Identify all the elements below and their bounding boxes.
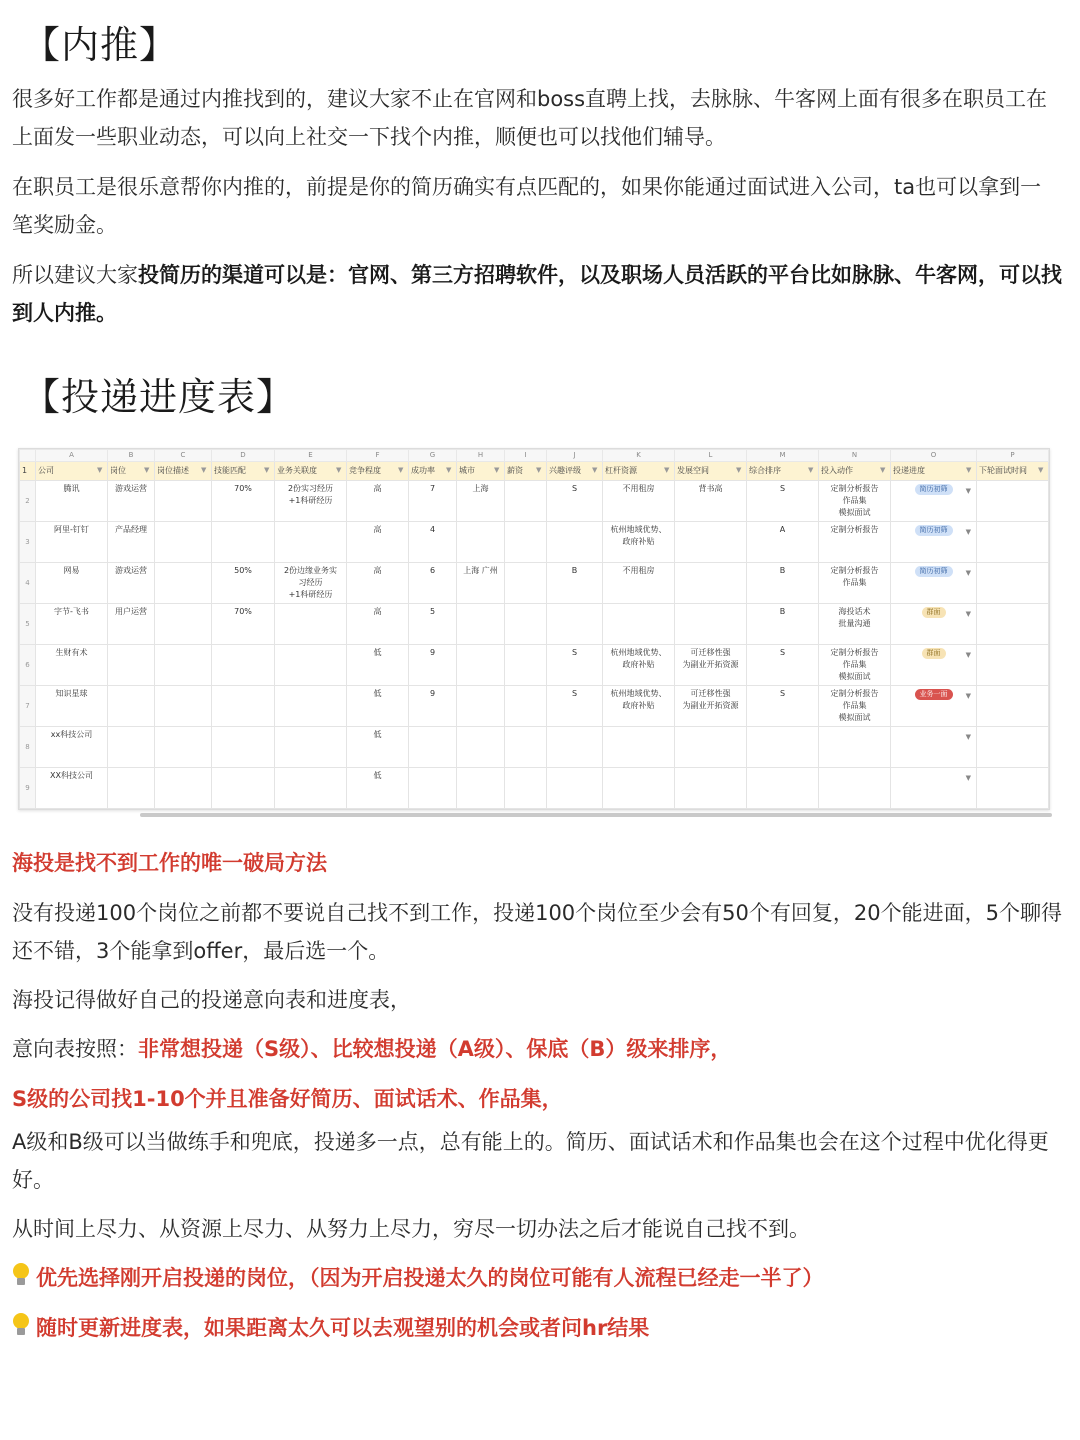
table-cell[interactable]: [155, 645, 212, 686]
table-cell[interactable]: [819, 768, 891, 809]
column-letter[interactable]: D: [212, 450, 275, 462]
table-cell[interactable]: [819, 727, 891, 768]
column-header-label: 发展空间: [677, 466, 709, 475]
table-cell[interactable]: [977, 727, 1049, 768]
table-cell[interactable]: 知识星球: [36, 686, 108, 727]
table-cell[interactable]: [505, 768, 547, 809]
tip-2-text: 随时更新进度表，如果距离太久可以去观望别的机会或者问hr结果: [36, 1316, 650, 1340]
table-cell[interactable]: 低: [347, 686, 409, 727]
column-letter[interactable]: C: [155, 450, 212, 462]
status-badge: 业务一面: [915, 689, 953, 700]
table-cell[interactable]: 背书高: [675, 481, 747, 522]
table-cell[interactable]: 定制分析报告 作品集 模拟面试: [819, 686, 891, 727]
table-cell[interactable]: 2份边缘业务实 习经历 +1科研经历: [275, 563, 347, 604]
column-letter[interactable]: M: [747, 450, 819, 462]
table-cell[interactable]: [747, 768, 819, 809]
status-cell[interactable]: [891, 563, 977, 604]
channels-bold-text: 投简历的渠道可以是：官网、第三方招聘软件，以及职场人员活跃的平台比如脉脉、牛客网，可以找到人内推。: [12, 263, 1062, 325]
table-cell[interactable]: 不用租房: [603, 481, 675, 522]
tip-1-text: 优先选择刚开启投递的岗位，（因为开启投递太久的岗位可能有人流程已经走一半了）: [36, 1266, 824, 1290]
column-header[interactable]: [155, 462, 212, 481]
column-header-label: 竞争程度: [349, 466, 381, 475]
table-cell[interactable]: [212, 522, 275, 563]
table-cell[interactable]: [457, 686, 505, 727]
column-header-label: 岗位: [110, 466, 126, 475]
row-number: 9: [20, 768, 36, 809]
table-cell[interactable]: 海投话术 批量沟通: [819, 604, 891, 645]
table-cell[interactable]: [977, 645, 1049, 686]
table-cell[interactable]: [212, 768, 275, 809]
table-cell[interactable]: 生财有术: [36, 645, 108, 686]
column-letter[interactable]: A: [36, 450, 108, 462]
status-badge: 群面: [922, 607, 946, 618]
table-cell[interactable]: 定制分析报告: [819, 522, 891, 563]
status-badge: 群面: [922, 648, 946, 659]
table-cell[interactable]: [547, 727, 603, 768]
column-header-label: 岗位描述: [157, 466, 189, 475]
filter-icon[interactable]: ▼: [446, 466, 452, 474]
column-letter[interactable]: L: [675, 450, 747, 462]
table-cell[interactable]: 定制分析报告 作品集 模拟面试: [819, 481, 891, 522]
table-cell[interactable]: 4: [409, 522, 457, 563]
table-cell[interactable]: [547, 768, 603, 809]
table-cell[interactable]: [155, 686, 212, 727]
intent-prefix: 意向表按照：: [12, 1037, 138, 1061]
table-cell[interactable]: [108, 768, 155, 809]
table-cell[interactable]: [155, 768, 212, 809]
table-cell[interactable]: [409, 727, 457, 768]
column-letter[interactable]: J: [547, 450, 603, 462]
table-row: [20, 727, 1049, 768]
table-cell[interactable]: B: [747, 604, 819, 645]
table-cell[interactable]: S: [747, 686, 819, 727]
table-cell[interactable]: 高: [347, 604, 409, 645]
table-cell[interactable]: 可迁移性强 为副业开拓资源: [675, 645, 747, 686]
filter-icon[interactable]: ▼: [592, 466, 598, 474]
column-header[interactable]: [891, 462, 977, 481]
column-header-label: 业务关联度: [277, 466, 317, 475]
chevron-down-icon[interactable]: ▼: [965, 569, 971, 577]
column-header[interactable]: [675, 462, 747, 481]
filter-icon[interactable]: ▼: [398, 466, 404, 474]
table-cell[interactable]: S: [547, 481, 603, 522]
table-cell[interactable]: [505, 604, 547, 645]
table-cell[interactable]: S: [747, 481, 819, 522]
table-row: [20, 563, 1049, 604]
filter-icon[interactable]: ▼: [808, 466, 814, 474]
table-cell[interactable]: 高: [347, 522, 409, 563]
table-cell[interactable]: 70%: [212, 604, 275, 645]
table-cell[interactable]: [275, 645, 347, 686]
table-cell[interactable]: 高: [347, 481, 409, 522]
column-header-label: 薪资: [507, 466, 523, 475]
table-cell[interactable]: 低: [347, 645, 409, 686]
table-cell[interactable]: 杭州地域优势、 政府补贴: [603, 522, 675, 563]
table-cell[interactable]: 定制分析报告 作品集 模拟面试: [819, 645, 891, 686]
row-number: 6: [20, 645, 36, 686]
column-header-label: 杠杆资源: [605, 466, 637, 475]
paragraph-referral-intro: 很多好工作都是通过内推找到的，建议大家不止在官网和boss直聘上找，去脉脉、牛客网上面有很多在职员工在上面发一些职业动态，可以向上社交一下找个内推，顺便也可以找他们辅导。: [12, 87, 1048, 149]
status-badge: 简历初筛: [915, 525, 953, 536]
column-letter[interactable]: H: [457, 450, 505, 462]
row-number: 7: [20, 686, 36, 727]
paragraph-s-level: S级的公司找1-10个并且准备好简历、面试话术、作品集，: [12, 1087, 563, 1111]
filter-icon[interactable]: ▼: [1038, 466, 1044, 474]
table-cell[interactable]: [409, 768, 457, 809]
table-cell[interactable]: 上海: [457, 481, 505, 522]
table-cell[interactable]: [977, 563, 1049, 604]
table-cell[interactable]: 上海 广州: [457, 563, 505, 604]
table-cell[interactable]: xx科技公司: [36, 727, 108, 768]
header-row: [20, 462, 1049, 481]
column-letter[interactable]: I: [505, 450, 547, 462]
table-cell[interactable]: [212, 686, 275, 727]
corner-cell: [20, 450, 36, 462]
table-cell[interactable]: [977, 768, 1049, 809]
table-cell[interactable]: 9: [409, 686, 457, 727]
table-cell[interactable]: 50%: [212, 563, 275, 604]
table-cell[interactable]: 阿里-钉钉: [36, 522, 108, 563]
paragraph-intent-ranking: [12, 1030, 1062, 1068]
column-header[interactable]: [409, 462, 457, 481]
table-cell[interactable]: [155, 727, 212, 768]
table-cell[interactable]: XX科技公司: [36, 768, 108, 809]
section-title-progress-table: 【投递进度表】: [22, 375, 296, 419]
column-header[interactable]: [108, 462, 155, 481]
tip-line-2: [12, 1309, 649, 1347]
table-cell[interactable]: [603, 604, 675, 645]
table-cell[interactable]: [675, 768, 747, 809]
column-letter[interactable]: N: [819, 450, 891, 462]
table-cell[interactable]: [977, 522, 1049, 563]
column-letter[interactable]: B: [108, 450, 155, 462]
status-badge: 简历初筛: [915, 566, 953, 577]
status-cell[interactable]: [891, 768, 977, 809]
table-cell[interactable]: [457, 768, 505, 809]
table-cell[interactable]: 高: [347, 563, 409, 604]
column-header[interactable]: [347, 462, 409, 481]
table-cell[interactable]: [108, 645, 155, 686]
chevron-down-icon[interactable]: ▼: [965, 610, 971, 618]
column-header[interactable]: [977, 462, 1049, 481]
table-cell[interactable]: 游戏运营: [108, 481, 155, 522]
table-cell[interactable]: [457, 522, 505, 563]
table-cell[interactable]: 杭州地域优势、 政府补贴: [603, 645, 675, 686]
table-cell[interactable]: [675, 563, 747, 604]
table-cell[interactable]: [155, 481, 212, 522]
table-cell[interactable]: S: [547, 686, 603, 727]
table-cell[interactable]: [675, 604, 747, 645]
filter-icon[interactable]: ▼: [97, 466, 103, 474]
table-cell[interactable]: [275, 522, 347, 563]
status-cell[interactable]: [891, 645, 977, 686]
chevron-down-icon[interactable]: ▼: [965, 733, 971, 741]
progress-spreadsheet: [18, 448, 1050, 810]
table-cell[interactable]: [547, 604, 603, 645]
table-row: [20, 604, 1049, 645]
channels-prefix: 所以建议大家: [12, 263, 138, 287]
table-cell[interactable]: 7: [409, 481, 457, 522]
table-cell[interactable]: 9: [409, 645, 457, 686]
table-cell[interactable]: 网易: [36, 563, 108, 604]
paragraph-ab-level: A级和B级可以当做练手和兜底，投递多一点，总有能上的。简历、面试话术和作品集也会在这个过程中优化得更好。: [12, 1130, 1049, 1192]
table-cell[interactable]: [155, 604, 212, 645]
table-cell[interactable]: [505, 727, 547, 768]
table-cell[interactable]: A: [747, 522, 819, 563]
chevron-down-icon[interactable]: ▼: [965, 528, 971, 536]
column-letter[interactable]: F: [347, 450, 409, 462]
column-header-label: 技能匹配: [214, 466, 246, 475]
table-cell[interactable]: B: [547, 563, 603, 604]
table-cell[interactable]: [457, 727, 505, 768]
table-cell[interactable]: 用户运营: [108, 604, 155, 645]
table-cell[interactable]: [675, 727, 747, 768]
column-header[interactable]: [275, 462, 347, 481]
table-cell[interactable]: S: [547, 645, 603, 686]
column-header[interactable]: [819, 462, 891, 481]
column-header-label: 成功率: [411, 466, 435, 475]
table-cell[interactable]: [505, 522, 547, 563]
column-header-label: 城市: [459, 466, 475, 475]
column-letter[interactable]: G: [409, 450, 457, 462]
table-cell[interactable]: [603, 727, 675, 768]
section-title-mass-apply: 海投是找不到工作的唯一破局方法: [12, 851, 327, 875]
table-cell[interactable]: 游戏运营: [108, 563, 155, 604]
row-number: 1: [20, 462, 36, 481]
table-cell[interactable]: 杭州地域优势、 政府补贴: [603, 686, 675, 727]
row-number: 8: [20, 727, 36, 768]
table-row: [20, 645, 1049, 686]
filter-icon[interactable]: ▼: [966, 466, 972, 474]
table-row: [20, 686, 1049, 727]
column-letter[interactable]: O: [891, 450, 977, 462]
filter-icon[interactable]: ▼: [201, 466, 207, 474]
column-header[interactable]: [505, 462, 547, 481]
tip-line-1: [12, 1259, 824, 1297]
row-number: 2: [20, 481, 36, 522]
column-letter[interactable]: E: [275, 450, 347, 462]
column-header-label: 投入动作: [821, 466, 853, 475]
column-header[interactable]: [603, 462, 675, 481]
table-cell[interactable]: 定制分析报告 作品集: [819, 563, 891, 604]
paragraph-referral-channels: [12, 256, 1062, 332]
chevron-down-icon[interactable]: ▼: [965, 487, 971, 495]
status-cell[interactable]: [891, 522, 977, 563]
table-cell[interactable]: [505, 481, 547, 522]
table-row: [20, 522, 1049, 563]
column-header[interactable]: [457, 462, 505, 481]
table-cell[interactable]: [457, 604, 505, 645]
table-cell[interactable]: [675, 522, 747, 563]
table-cell[interactable]: [977, 686, 1049, 727]
table-cell[interactable]: [977, 604, 1049, 645]
table-cell[interactable]: [212, 727, 275, 768]
paragraph-referral-reward: 在职员工是很乐意帮你内推的，前提是你的简历确实有点匹配的，如果你能通过面试进入公司，ta也可以拿到一笔奖励金。: [12, 175, 1042, 237]
status-badge: 简历初筛: [915, 484, 953, 495]
column-header-label: 投递进度: [893, 466, 925, 475]
column-letter-row: [20, 450, 1049, 462]
lightbulb-icon: [12, 1313, 30, 1339]
table-cell[interactable]: 产品经理: [108, 522, 155, 563]
filter-icon[interactable]: ▼: [664, 466, 670, 474]
table-cell[interactable]: S: [747, 645, 819, 686]
status-cell[interactable]: [891, 604, 977, 645]
table-cell[interactable]: [457, 645, 505, 686]
chevron-down-icon[interactable]: ▼: [965, 692, 971, 700]
column-header-label: 公司: [38, 466, 54, 475]
table-cell[interactable]: 字节-飞书: [36, 604, 108, 645]
status-cell[interactable]: [891, 481, 977, 522]
paragraph-mass-apply-tables: 海投记得做好自己的投递意向表和进度表，: [12, 988, 411, 1012]
filter-icon[interactable]: ▼: [494, 466, 500, 474]
table-cell[interactable]: [108, 727, 155, 768]
column-header-label: 下轮面试时间: [979, 466, 1027, 475]
table-cell[interactable]: [547, 522, 603, 563]
paragraph-do-best: 从时间上尽力、从资源上尽力、从努力上尽力，穷尽一切办法之后才能说自己找不到。: [12, 1217, 810, 1241]
column-header[interactable]: [212, 462, 275, 481]
table-cell[interactable]: [275, 604, 347, 645]
table-cell[interactable]: [155, 563, 212, 604]
table-cell[interactable]: 70%: [212, 481, 275, 522]
chevron-down-icon[interactable]: ▼: [965, 774, 971, 782]
table-cell[interactable]: [505, 563, 547, 604]
column-header-label: 兴趣评级: [549, 466, 581, 475]
column-letter[interactable]: K: [603, 450, 675, 462]
filter-icon[interactable]: ▼: [336, 466, 342, 474]
filter-icon[interactable]: ▼: [736, 466, 742, 474]
column-letter[interactable]: P: [977, 450, 1049, 462]
table-cell[interactable]: [108, 686, 155, 727]
filter-icon[interactable]: ▼: [880, 466, 886, 474]
table-cell[interactable]: 不用租房: [603, 563, 675, 604]
table-cell[interactable]: [603, 768, 675, 809]
row-number: 4: [20, 563, 36, 604]
table-cell[interactable]: [212, 645, 275, 686]
row-number: 5: [20, 604, 36, 645]
filter-icon[interactable]: ▼: [536, 466, 542, 474]
status-cell[interactable]: [891, 686, 977, 727]
table-cell[interactable]: 腾讯: [36, 481, 108, 522]
column-header-label: 综合排序: [749, 466, 781, 475]
column-header[interactable]: [547, 462, 603, 481]
paragraph-mass-apply-numbers: 没有投递100个岗位之前都不要说自己找不到工作，投递100个岗位至少会有50个有回复，20个能进面，5个聊得还不错，3个能拿到offer，最后选一个。: [12, 901, 1062, 963]
chevron-down-icon[interactable]: ▼: [965, 651, 971, 659]
table-cell[interactable]: 6: [409, 563, 457, 604]
lightbulb-icon: [12, 1263, 30, 1289]
table-cell[interactable]: [275, 727, 347, 768]
table-cell[interactable]: 可迁移性强 为副业开拓资源: [675, 686, 747, 727]
table-cell[interactable]: [505, 645, 547, 686]
table-cell[interactable]: 低: [347, 768, 409, 809]
filter-icon[interactable]: ▼: [144, 466, 150, 474]
status-cell[interactable]: [891, 727, 977, 768]
filter-icon[interactable]: ▼: [264, 466, 270, 474]
table-cell[interactable]: [155, 522, 212, 563]
table-cell[interactable]: 低: [347, 727, 409, 768]
table-cell[interactable]: B: [747, 563, 819, 604]
table-cell[interactable]: [275, 686, 347, 727]
table-cell[interactable]: [977, 481, 1049, 522]
column-header[interactable]: [747, 462, 819, 481]
table-cell[interactable]: [505, 686, 547, 727]
table-row: [20, 768, 1049, 809]
table-cell[interactable]: [275, 768, 347, 809]
intent-ranking-red: 非常想投递（S级）、比较想投递（A级）、保底（B）级来排序，: [138, 1037, 732, 1061]
row-number: 3: [20, 522, 36, 563]
horizontal-scrollbar[interactable]: [140, 813, 1052, 817]
column-header[interactable]: [36, 462, 108, 481]
table-row: [20, 481, 1049, 522]
table-cell[interactable]: 2份实习经历 +1科研经历: [275, 481, 347, 522]
table-cell[interactable]: 5: [409, 604, 457, 645]
section-title-referral: 【内推】: [22, 23, 179, 67]
table-cell[interactable]: [747, 727, 819, 768]
